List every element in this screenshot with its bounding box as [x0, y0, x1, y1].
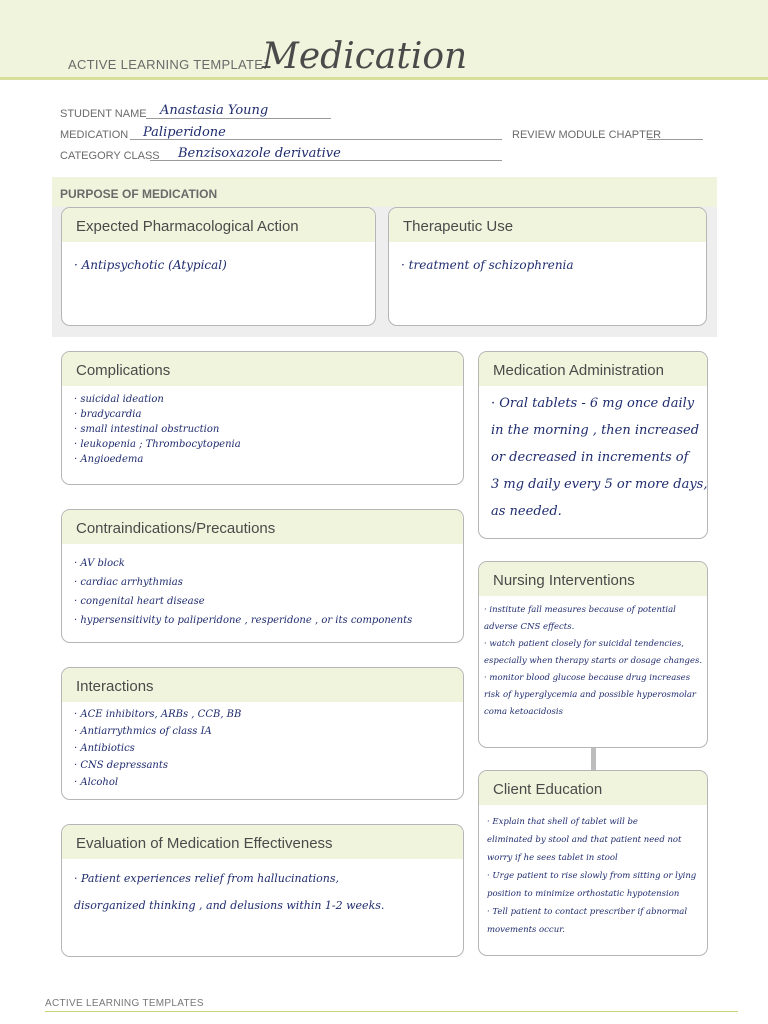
student-name-label: STUDENT NAME	[60, 108, 147, 120]
list-item: eliminated by stool and that patient need not	[487, 835, 682, 845]
list-item: · Angioedema	[74, 454, 144, 465]
list-item: as needed.	[491, 504, 562, 519]
list-item: · Antipsychotic (Atypical)	[74, 258, 227, 272]
contraindications-title: Contraindications/Precautions	[62, 510, 463, 544]
nursing-interventions-card	[478, 561, 708, 748]
contraindications-card	[61, 509, 464, 643]
list-item: · institute fall measures because of potential	[484, 605, 676, 615]
nursing-interventions-title: Nursing Interventions	[479, 562, 707, 596]
nursing-interventions-body	[479, 596, 707, 721]
interactions-body	[62, 702, 463, 791]
student-name-line	[146, 118, 331, 119]
footer-divider	[45, 1011, 738, 1012]
list-item: · AV block	[74, 558, 125, 569]
pharm-action-body	[62, 242, 375, 274]
list-item: · monitor blood glucose because drug increases	[484, 673, 691, 683]
list-item: movements occur.	[487, 925, 565, 935]
list-item: in the morning , then increased	[491, 423, 700, 438]
list-item: · ACE inhibitors, ARBs , CCB, BB	[74, 709, 242, 720]
list-item: · leukopenia ; Thrombocytopenia	[74, 439, 241, 450]
interactions-card	[61, 667, 464, 800]
interactions-title: Interactions	[62, 668, 463, 702]
list-item: · Alcohol	[74, 777, 119, 788]
client-education-card	[478, 770, 708, 956]
list-item: · Explain that shell of tablet will be	[487, 817, 638, 827]
list-item: · Patient experiences relief from hallucinations,	[74, 872, 339, 885]
list-item: · congenital heart disease	[74, 596, 205, 607]
list-item: · watch patient closely for suicidal tendencies,	[484, 639, 685, 649]
client-education-body	[479, 805, 707, 939]
medication-label: MEDICATION	[60, 129, 129, 141]
list-item: · Antibiotics	[74, 743, 135, 754]
therapeutic-use-body	[389, 242, 706, 274]
administration-card	[478, 351, 708, 539]
complications-title: Complications	[62, 352, 463, 386]
connector-line	[591, 748, 596, 770]
therapeutic-use-card	[388, 207, 707, 326]
list-item: · small intestinal obstruction	[74, 424, 220, 435]
category-value: Benzisoxazole derivative	[178, 146, 341, 161]
review-module-label: REVIEW MODULE CHAPTER	[512, 129, 662, 141]
list-item: · Urge patient to rise slowly from sitting or lying	[487, 871, 697, 881]
list-item: · Antiarrythmics of class IA	[74, 726, 212, 737]
review-module-line	[647, 139, 703, 140]
template-label: ACTIVE LEARNING TEMPLATE:	[68, 57, 268, 72]
list-item: coma ketoacidosis	[484, 707, 563, 717]
list-item: · cardiac arrhythmias	[74, 577, 183, 588]
medication-value: Paliperidone	[143, 125, 226, 140]
student-name-value: Anastasia Young	[160, 103, 269, 118]
list-item: worry if he sees tablet in stool	[487, 853, 618, 863]
list-item: position to minimize orthostatic hypotension	[487, 889, 680, 899]
footer-text: ACTIVE LEARNING TEMPLATES	[45, 998, 204, 1009]
list-item: 3 mg daily every 5 or more days,	[491, 477, 708, 492]
administration-body	[479, 386, 707, 525]
list-item: · CNS depressants	[74, 760, 169, 771]
list-item: adverse CNS effects.	[484, 622, 575, 632]
page-title: Medication	[262, 36, 468, 77]
category-label: CATEGORY CLASS	[60, 150, 160, 162]
evaluation-card	[61, 824, 464, 957]
therapeutic-use-title: Therapeutic Use	[389, 208, 706, 242]
list-item: · hypersensitivity to paliperidone , resperidone , or its components	[74, 615, 413, 626]
list-item: risk of hyperglycemia and possible hyperosmolar	[484, 690, 696, 700]
list-item: · bradycardia	[74, 409, 142, 420]
list-item: or decreased in increments of	[491, 450, 689, 465]
contraindications-body	[62, 544, 463, 630]
list-item: especially when therapy starts or dosage changes.	[484, 656, 703, 666]
pharm-action-title: Expected Pharmacological Action	[62, 208, 375, 242]
list-item: · suicidal ideation	[74, 394, 164, 405]
evaluation-title: Evaluation of Medication Effectiveness	[62, 825, 463, 859]
administration-title: Medication Administration	[479, 352, 707, 386]
client-education-title: Client Education	[479, 771, 707, 805]
pharm-action-card	[61, 207, 376, 326]
list-item: · treatment of schizophrenia	[401, 258, 574, 272]
list-item: · Tell patient to contact prescriber if abnormal	[487, 907, 688, 917]
purpose-label: PURPOSE OF MEDICATION	[60, 187, 218, 201]
complications-body	[62, 386, 463, 467]
list-item: · Oral tablets - 6 mg once daily	[491, 396, 695, 411]
evaluation-body	[62, 859, 463, 919]
complications-card	[61, 351, 464, 485]
list-item: disorganized thinking , and delusions within 1-2 weeks.	[74, 899, 385, 912]
